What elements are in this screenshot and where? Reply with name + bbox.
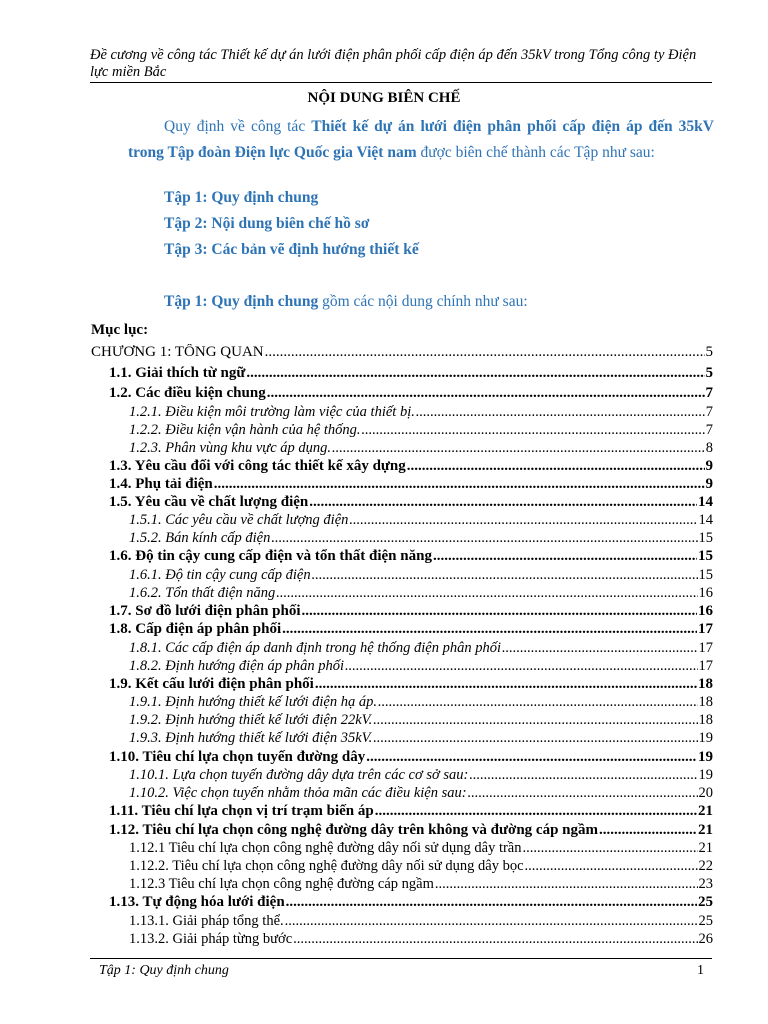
dot-leader <box>302 603 697 620</box>
toc-entry[interactable] <box>109 749 713 766</box>
toc-entry-text: 1.8. Cấp điện áp phân phối <box>109 621 282 637</box>
toc-entry[interactable] <box>109 603 713 620</box>
toc-entry-text: 1.11. Tiêu chí lựa chọn vị trí trạm biến áp <box>109 803 374 819</box>
toc-entry[interactable] <box>129 767 713 784</box>
dot-leader <box>312 567 698 584</box>
toc-page-number: 23 <box>698 876 713 892</box>
toc-entry-text: 1.12.2. Tiêu chí lựa chọn công nghệ đường dây nối sử dụng dây bọc <box>129 858 524 874</box>
dot-leader <box>345 658 697 675</box>
dot-leader <box>469 767 697 784</box>
toc-entry[interactable] <box>109 894 713 911</box>
dot-leader <box>349 512 697 529</box>
toc-entry-text: 1.10.1. Lựa chọn tuyến đường dây dựa trên các cơ sở sau: <box>129 767 469 783</box>
toc-page-number: 17 <box>698 640 713 656</box>
toc-entry-text: 1.12.1 Tiêu chí lựa chọn công nghệ đường dây nối sử dụng dây trần <box>129 840 522 856</box>
toc-entry-text: 1.5.1. Các yêu cầu về chất lượng điện <box>129 512 349 528</box>
toc-entry[interactable] <box>109 621 713 638</box>
toc-entry[interactable] <box>129 640 713 657</box>
toc-entry-text: 1.13. Tự động hóa lưới điện <box>109 894 285 910</box>
dot-leader <box>366 749 697 766</box>
toc-page-number: 25 <box>698 894 713 910</box>
toc-page-number: 7 <box>705 385 713 401</box>
dot-leader <box>265 344 705 361</box>
dot-leader <box>378 694 698 711</box>
toc-entry[interactable] <box>129 694 713 711</box>
dot-leader <box>276 585 697 602</box>
toc-page-number: 22 <box>698 858 713 874</box>
dot-leader <box>435 876 698 893</box>
page-number: 1 <box>697 963 704 978</box>
header-rule <box>90 82 712 83</box>
toc-entry[interactable] <box>129 840 713 857</box>
toc-entry[interactable] <box>109 494 713 511</box>
running-header: Đề cương về công tác Thiết kế dự án lưới điện phân phối cấp điện áp đến 35kV trong Tổng công ty Điện lực miền Bắc <box>90 47 697 80</box>
section-title: NỘI DUNG BIÊN CHẾ <box>307 90 461 106</box>
footer-rule <box>90 958 712 959</box>
toc-page-number: 21 <box>698 840 713 856</box>
toc-page-number: 15 <box>698 548 713 564</box>
toc-page-number: 5 <box>705 365 713 381</box>
toc-page-number: 16 <box>698 603 713 619</box>
volume-2-item: Tập 2: Nội dung biên chế hồ sơ <box>164 215 370 232</box>
dot-leader <box>599 822 697 839</box>
toc-page-number: 9 <box>705 458 713 474</box>
toc-entry-text: 1.6.1. Độ tin cậy cung cấp điện <box>129 567 311 583</box>
toc-page-number: 26 <box>698 931 713 947</box>
volume-1-item: Tập 1: Quy định chung <box>164 189 319 206</box>
toc-entry-text: 1.12.3 Tiêu chí lựa chọn công nghệ đường cáp ngầm <box>129 876 434 892</box>
dot-leader <box>282 621 697 638</box>
intro-paragraph <box>128 114 714 166</box>
toc-page-number: 21 <box>698 822 713 838</box>
toc-entry[interactable] <box>109 803 713 820</box>
toc-entry[interactable] <box>109 548 713 565</box>
dot-leader <box>502 640 697 657</box>
toc-page-number: 18 <box>698 694 713 710</box>
toc-entry[interactable] <box>129 440 713 457</box>
volume-1-bold: Tập 1: Quy định chung <box>164 293 319 310</box>
toc-heading: Mục lục: <box>91 322 149 338</box>
toc-entry[interactable] <box>109 476 713 493</box>
toc-entry-text: 1.10.2. Việc chọn tuyến nhằm thỏa mãn các điều kiện sau: <box>129 785 467 801</box>
toc-entry[interactable] <box>129 858 713 875</box>
toc-page-number: 15 <box>698 530 713 546</box>
toc-entry-text: 1.2. Các điều kiện chung <box>109 385 266 401</box>
toc-page-number: 17 <box>698 658 713 674</box>
toc-entry-text: 1.8.1. Các cấp điện áp danh định trong hệ thống điện phân phối <box>129 640 502 656</box>
dot-leader <box>375 803 697 820</box>
toc-entry[interactable] <box>129 712 713 729</box>
toc-entry[interactable] <box>129 404 713 421</box>
volume-1-rest: gồm các nội dung chính như sau: <box>318 293 528 310</box>
toc-entry[interactable] <box>109 365 713 382</box>
toc-entry[interactable] <box>129 512 713 529</box>
toc-entry[interactable] <box>129 530 713 547</box>
toc-entry[interactable] <box>129 658 713 675</box>
toc-entry-text: 1.9.2. Định hướng thiết kế lưới điện 22kV. <box>129 712 373 728</box>
toc-page-number: 14 <box>698 512 713 528</box>
toc-entry[interactable] <box>129 931 713 948</box>
intro-text-1: Quy định về công tác <box>164 118 312 135</box>
toc-entry[interactable] <box>129 785 713 802</box>
toc-entry[interactable] <box>129 730 713 747</box>
dot-leader <box>373 730 697 747</box>
dot-leader <box>293 931 697 948</box>
dot-leader <box>416 404 705 421</box>
dot-leader <box>407 458 705 475</box>
dot-leader <box>267 385 705 402</box>
toc-entry[interactable] <box>129 876 713 893</box>
toc-page-number: 9 <box>705 476 713 492</box>
toc-entry-text: 1.6.2. Tổn thất điện năng <box>129 585 276 601</box>
volume-1-description <box>164 293 528 311</box>
toc-entry-text: 1.8.2. Định hướng điện áp phân phối <box>129 658 345 674</box>
toc-entry-text: 1.13.2. Giải pháp từng bước <box>129 931 293 947</box>
toc-page-number: 15 <box>698 567 713 583</box>
toc-entry[interactable] <box>129 422 713 439</box>
toc-entry-text: 1.13.1. Giải pháp tổng thể. <box>129 913 284 929</box>
volume-3-item: Tập 3: Các bản vẽ định hướng thiết kế <box>164 241 419 258</box>
toc-entry-text: CHƯƠNG 1: TỔNG QUAN <box>91 344 264 360</box>
toc-page-number: 7 <box>705 404 713 420</box>
toc-entry-text: 1.7. Sơ đồ lưới điện phân phối <box>109 603 301 619</box>
dot-leader <box>373 712 697 729</box>
dot-leader <box>286 894 697 911</box>
toc-page-number: 20 <box>698 785 713 801</box>
toc-page-number: 17 <box>698 621 713 637</box>
toc-entry-text: 1.3. Yêu cầu đối với công tác thiết kế xây dựng <box>109 458 406 474</box>
toc-entry[interactable] <box>109 385 713 402</box>
toc-page-number: 7 <box>705 422 713 438</box>
toc-entry[interactable] <box>129 567 713 584</box>
dot-leader <box>309 494 697 511</box>
toc-entry-text: 1.2.1. Điều kiện môi trường làm việc của thiết bị. <box>129 404 415 420</box>
toc-entry[interactable] <box>109 676 713 693</box>
toc-entry-text: 1.5. Yêu cầu về chất lượng điện <box>109 494 309 510</box>
toc-page-number: 5 <box>705 344 713 360</box>
toc-page-number: 19 <box>698 767 713 783</box>
dot-leader <box>433 548 697 565</box>
dot-leader <box>523 840 698 857</box>
toc-entry[interactable] <box>129 913 713 930</box>
toc-page-number: 18 <box>698 712 713 728</box>
dot-leader <box>285 913 698 930</box>
toc-entry-text: 1.1. Giải thích từ ngữ <box>109 365 246 381</box>
dot-leader <box>246 365 704 382</box>
toc-entry-text: 1.9.3. Định hướng thiết kế lưới điện 35kV. <box>129 730 373 746</box>
toc-entry-text: 1.2.3. Phân vùng khu vực áp dụng. <box>129 440 332 456</box>
toc-page-number: 19 <box>698 749 713 765</box>
toc-page-number: 25 <box>698 913 713 929</box>
intro-text-3: được biên chế thành các Tập như sau: <box>416 144 655 161</box>
dot-leader <box>214 476 705 493</box>
running-footer: Tập 1: Quy định chung <box>99 963 229 978</box>
toc-entry[interactable] <box>129 585 713 602</box>
toc-page-number: 21 <box>698 803 713 819</box>
toc-entry-text: 1.6. Độ tin cậy cung cấp điện và tổn thất điện năng <box>109 548 432 564</box>
toc-entry-text: 1.9. Kết cấu lưới điện phân phối <box>109 676 314 692</box>
dot-leader <box>468 785 698 802</box>
toc-entry-text: 1.5.2. Bán kính cấp điện <box>129 530 271 546</box>
toc-page-number: 19 <box>698 730 713 746</box>
dot-leader <box>362 422 705 439</box>
toc-entry-text: 1.12. Tiêu chí lựa chọn công nghệ đường dây trên không và đường cáp ngầm <box>109 822 598 838</box>
intro-text-bold: Thiết kế dự án lưới điện phân phối cấp điện áp đến 35kV trong Tập đoàn Điện lực Quốc gia Việt nam <box>128 118 714 161</box>
dot-leader <box>332 440 705 457</box>
toc-page-number: 8 <box>705 440 713 456</box>
toc-entry[interactable] <box>109 822 713 839</box>
dot-leader <box>525 858 698 875</box>
toc-entry[interactable] <box>91 344 713 361</box>
toc-entry-text: 1.2.2. Điều kiện vận hành của hệ thống. <box>129 422 361 438</box>
dot-leader <box>315 676 697 693</box>
toc-entry[interactable] <box>109 458 713 475</box>
dot-leader <box>271 530 697 547</box>
toc-page-number: 14 <box>698 494 713 510</box>
toc-page-number: 16 <box>698 585 713 601</box>
toc-entry-text: 1.10. Tiêu chí lựa chọn tuyến đường dây <box>109 749 366 765</box>
toc-entry-text: 1.9.1. Định hướng thiết kế lưới điện hạ áp. <box>129 694 377 710</box>
toc-entry-text: 1.4. Phụ tải điện <box>109 476 213 492</box>
toc-page-number: 18 <box>698 676 713 692</box>
